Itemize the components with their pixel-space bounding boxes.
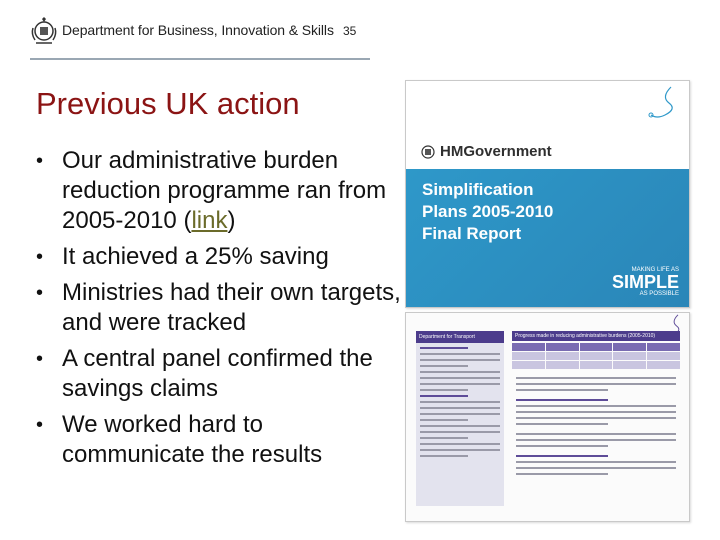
table-heading: Progress made in reducing administrative burdens (2005-2010)	[512, 331, 680, 341]
inner-page-right-column	[512, 331, 680, 475]
bullet-list	[34, 146, 406, 476]
text-line	[420, 353, 500, 355]
bullet-text: Our administrative burden reduction programme ran from 2005-2010 (	[62, 147, 387, 234]
text-line	[420, 455, 468, 457]
slide-title: Previous UK action	[36, 86, 300, 121]
text-line	[420, 437, 468, 439]
text-line	[516, 383, 676, 385]
text-line	[420, 359, 500, 361]
text-line	[420, 371, 500, 373]
mini-crest-icon	[420, 144, 436, 160]
text-line	[420, 419, 468, 421]
tagline-bottom: AS POSSIBLE	[639, 291, 679, 297]
programme-link[interactable]: link	[191, 207, 228, 234]
page-number: 35	[343, 24, 357, 38]
department-name: Department for Business, Innovation & Skills	[62, 22, 334, 38]
report-inner-page-image	[405, 312, 690, 522]
bullet-item: • We worked hard to communicate the results	[34, 410, 406, 470]
text-line	[516, 445, 608, 447]
left-column-heading: Department for Transport	[416, 331, 504, 343]
text-line	[420, 407, 500, 409]
cover-title-line: Plans 2005-2010	[422, 202, 554, 221]
header-divider	[30, 58, 370, 60]
text-line	[516, 411, 676, 413]
inner-page-left-column	[416, 331, 504, 506]
cover-tagline	[612, 267, 679, 297]
text-line	[420, 395, 468, 397]
text-line	[516, 473, 608, 475]
text-line	[516, 423, 608, 425]
text-line	[420, 389, 468, 391]
text-line	[516, 405, 676, 407]
cover-title-line: Final Report	[422, 224, 522, 243]
bullet-item: • Ministries had their own targets, and were tracked	[34, 278, 406, 338]
cover-title-line: Simplification	[422, 180, 534, 199]
text-line	[420, 365, 468, 367]
text-line	[420, 449, 500, 451]
cover-title	[422, 179, 553, 245]
publisher-name: HMGovernment	[440, 143, 552, 160]
text-line	[420, 401, 500, 403]
royal-crest-icon	[30, 16, 58, 46]
progress-table	[512, 343, 680, 369]
text-line	[420, 413, 500, 415]
text-line	[516, 377, 676, 379]
text-line	[420, 383, 500, 385]
bullet-item: • It achieved a 25% saving	[34, 242, 406, 272]
bullet-text: )	[227, 207, 236, 234]
tagline-top: MAKING LIFE AS	[631, 267, 679, 273]
bullet-item: • A central panel confirmed the savings claims	[34, 344, 406, 404]
text-line	[516, 467, 676, 469]
text-line	[420, 443, 500, 445]
text-line	[420, 425, 500, 427]
report-cover-image	[405, 80, 690, 308]
text-line	[420, 431, 500, 433]
text-line	[516, 439, 676, 441]
bullet-item	[34, 146, 406, 236]
text-line	[516, 461, 676, 463]
cover-title-band	[406, 169, 689, 307]
text-line	[516, 399, 608, 401]
text-line	[420, 377, 500, 379]
text-line	[420, 347, 468, 349]
text-line	[516, 417, 676, 419]
tagline-main: SIMPLE	[611, 272, 679, 292]
hm-government-logo	[420, 143, 552, 160]
squiggle-decoration-icon	[641, 85, 681, 121]
text-line	[516, 455, 608, 457]
text-line	[516, 389, 608, 391]
text-line	[516, 433, 676, 435]
